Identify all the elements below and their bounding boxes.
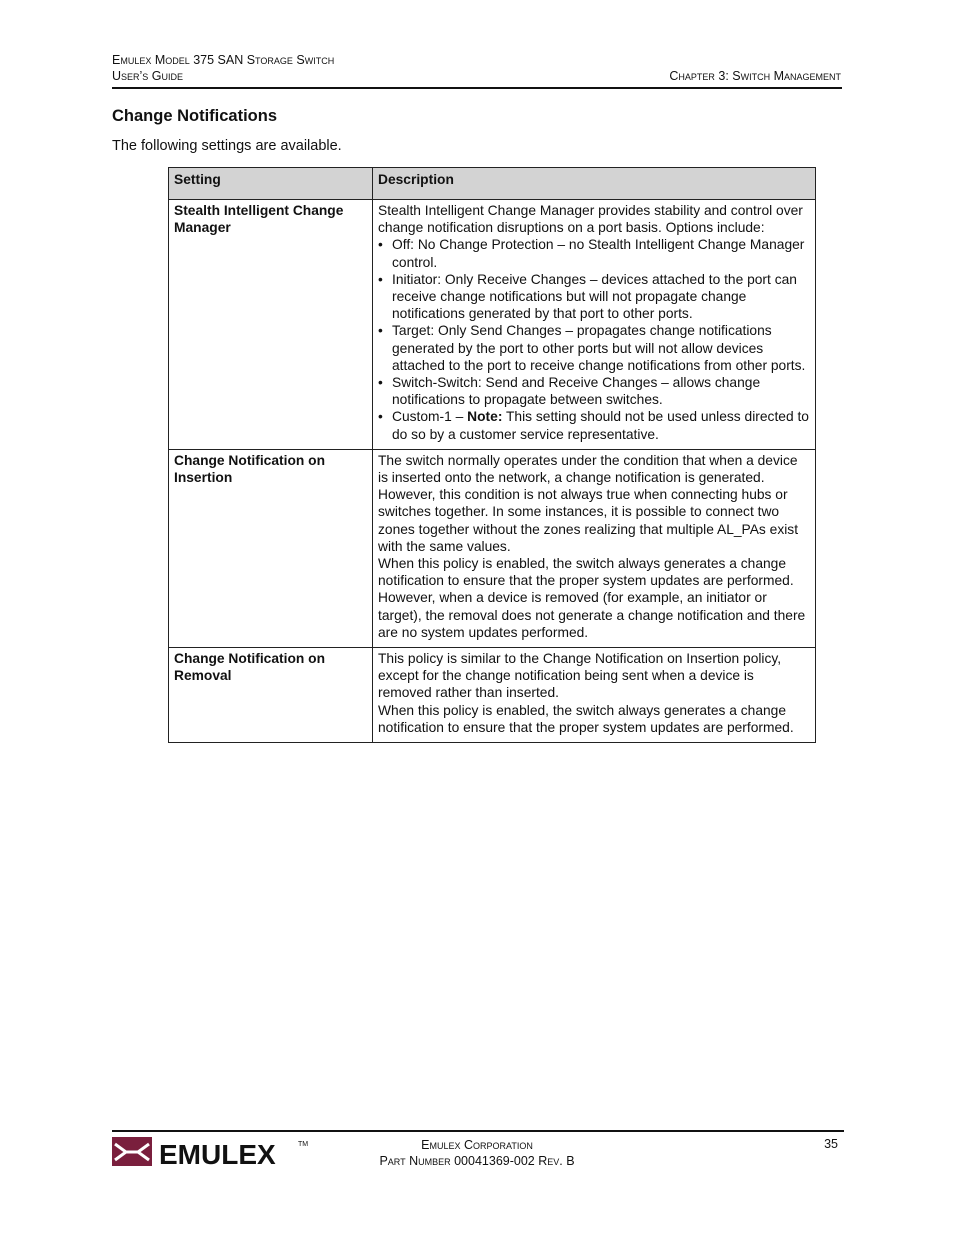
setting-name: Stealth Intelligent Change Manager [169, 200, 373, 450]
footer-divider [112, 1130, 844, 1132]
list-item [378, 408, 810, 442]
section-intro: The following settings are available. [112, 138, 342, 154]
logo-wordmark: EMULEX [159, 1139, 276, 1168]
header-divider [112, 87, 842, 89]
description-paragraph: When this policy is enabled, the switch always generates a change notification to ensure that the proper system updates are performed. However, when a device is removed (for example, an initiator or target), the removal does not generate a change notification and there are no system updates performed. [378, 556, 806, 640]
setting-description [373, 449, 816, 647]
description-text: Stealth Intelligent Change Manager provides stability and control over change notification disruptions on a port basis. Options include: [378, 203, 803, 236]
footer-company-info [300, 1137, 654, 1169]
settings-table [168, 167, 816, 743]
page-number: 35 [824, 1137, 838, 1151]
description-paragraph: This policy is similar to the Change Notification on Insertion policy, except for the change notification being sent when a device is removed rather than inserted. [378, 651, 782, 701]
setting-name: Change Notification on Removal [169, 648, 373, 743]
table-row [169, 200, 816, 450]
list-item: • Off: No Change Protection – no Stealth Intelligent Change Manager control. [378, 236, 810, 270]
note-label: Note: [467, 409, 503, 425]
list-item: • Switch-Switch: Send and Receive Changes – allows change notifications to propagate between switches. [378, 374, 810, 408]
section-title: Change Notifications [112, 107, 278, 125]
setting-description [373, 648, 816, 743]
footer-company: Emulex Corporation [421, 1138, 533, 1152]
description-paragraph: When this policy is enabled, the switch always generates a change notification to ensure that the proper system updates are performed. [378, 702, 794, 735]
list-item: • Initiator: Only Receive Changes – devices attached to the port can receive change notifications but will not propagate change notifications generated by that port to other ports. [378, 271, 810, 323]
table-row [169, 648, 816, 743]
note-text: This setting should not be used unless directed to do so by a customer service representative. [392, 409, 809, 442]
emulex-logo [112, 1136, 312, 1168]
table-header-row [169, 168, 816, 200]
running-header-title [112, 52, 334, 84]
header-chapter: Chapter 3: Switch Management [669, 69, 841, 83]
table-row [169, 449, 816, 647]
option-prefix: Custom-1 – [392, 409, 468, 425]
options-list [378, 236, 810, 442]
description-paragraph: The switch normally operates under the condition that when a device is inserted onto the network, a change notification is generated. However, this condition is not always true when connecting hubs or switches together. In some instances, it is possible to connect two zones together without the zones realizing that multiple AL_PAs exist with the same values. [378, 452, 799, 554]
footer-part-number: Part Number 00041369-002 Rev. B [379, 1154, 575, 1168]
column-header-description: Description [373, 168, 816, 200]
list-item: • Target: Only Send Changes – propagates change notifications generated by the port to other ports but will not allow devices attached to the port to receive change notifications from other ports. [378, 322, 810, 374]
header-guide-line: User’s Guide [112, 69, 184, 83]
setting-name: Change Notification on Insertion [169, 449, 373, 647]
header-product-line: Emulex Model 375 SAN Storage Switch [112, 53, 335, 67]
setting-description [373, 200, 816, 450]
trademark-mark: TM [298, 1141, 309, 1148]
column-header-setting: Setting [169, 168, 373, 200]
emulex-logo-icon [112, 1137, 152, 1166]
